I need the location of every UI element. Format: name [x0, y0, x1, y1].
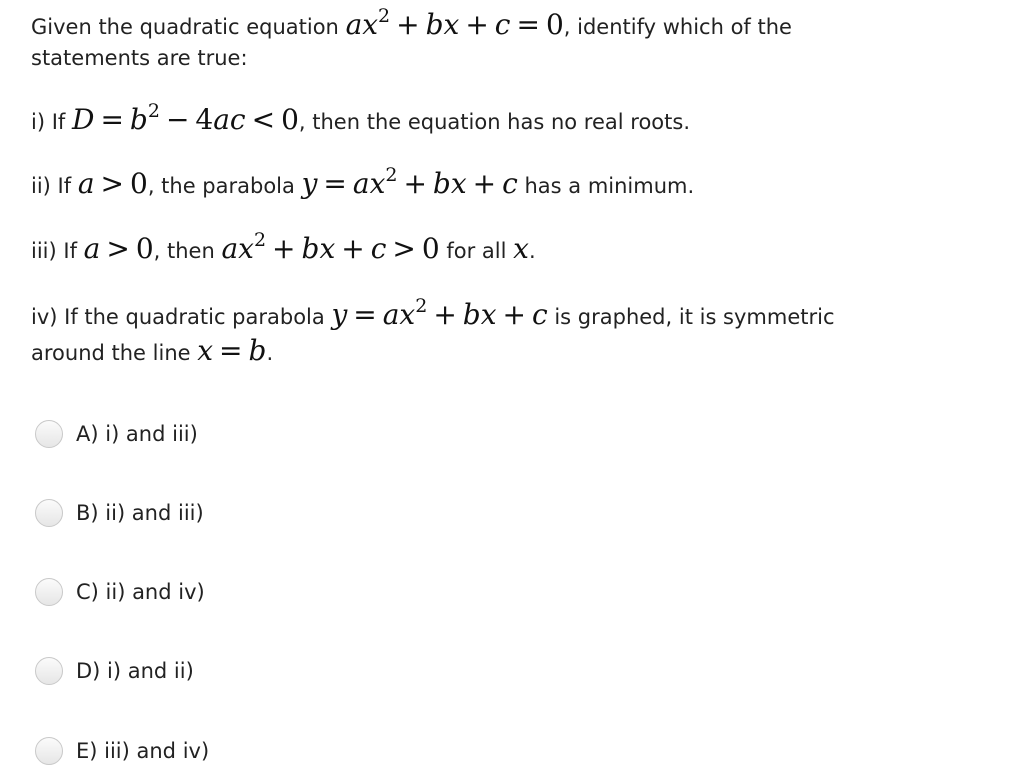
option-d[interactable] [35, 654, 194, 688]
variable-x: x [513, 232, 529, 265]
parabola-expression: $y = ax^2$ + bx + c [301, 164, 518, 200]
radio-button[interactable] [35, 657, 63, 685]
radio-button[interactable] [35, 420, 63, 448]
statement-iv-line2-text: around the line [31, 341, 191, 365]
inequality-expression: $ax^2$ + bx + c > 0 [221, 229, 440, 265]
option-b[interactable] [35, 496, 204, 530]
statement-iv [31, 295, 835, 332]
option-label: A) i) and iii) [76, 422, 198, 446]
radio-button[interactable] [35, 499, 63, 527]
symmetry-line-expression: x = b [197, 334, 267, 367]
statement-ii-prefix: ii) If [31, 174, 72, 198]
statement-iii-mid: , then [153, 239, 215, 263]
statement-iv-suffix: is graphed, it is symmetric [554, 305, 835, 329]
parabola-expression-iv: $y = ax^2$ + bx + c [331, 295, 548, 331]
discriminant-expression: $D = b^2 - 4ac < 0$ [71, 100, 299, 136]
question-text: Given the quadratic equation [31, 15, 339, 39]
question-line-2: statements are true: [31, 46, 248, 70]
statement-ii-mid: , the parabola [147, 174, 295, 198]
quadratic-equation: $ax^2$ + bx + c = 0 [345, 5, 564, 41]
option-e[interactable] [35, 734, 209, 768]
statement-iii-prefix: iii) If [31, 239, 77, 263]
option-label: C) ii) and iv) [76, 580, 205, 604]
option-a[interactable] [35, 417, 198, 451]
statement-iv-line-2: around the line x = b. [31, 334, 274, 367]
statement-i [31, 100, 690, 137]
question-text-suffix: , identify which of the [563, 15, 792, 39]
question-line-1 [31, 5, 792, 42]
statement-iii: iii) If a > 0, then $ax^2$ + bx + c > 0 for all x. [31, 229, 536, 265]
condition-a-positive: a > 0 [77, 167, 148, 200]
statement-i-prefix: i) If [31, 110, 66, 134]
statement-ii [31, 164, 695, 201]
condition-a-positive-iii: a > 0 [83, 232, 154, 265]
option-label: B) ii) and iii) [76, 501, 204, 525]
option-c[interactable] [35, 575, 205, 609]
radio-button[interactable] [35, 737, 63, 765]
option-label: E) iii) and iv) [76, 739, 210, 763]
statement-iii-suffix: for all [446, 239, 507, 263]
option-label: D) i) and ii) [76, 659, 194, 683]
statement-iv-prefix: iv) If the quadratic parabola [31, 305, 325, 329]
statement-i-suffix: , then the equation has no real roots. [298, 110, 690, 134]
radio-button[interactable] [35, 578, 63, 606]
statement-ii-suffix: has a minimum. [524, 174, 695, 198]
